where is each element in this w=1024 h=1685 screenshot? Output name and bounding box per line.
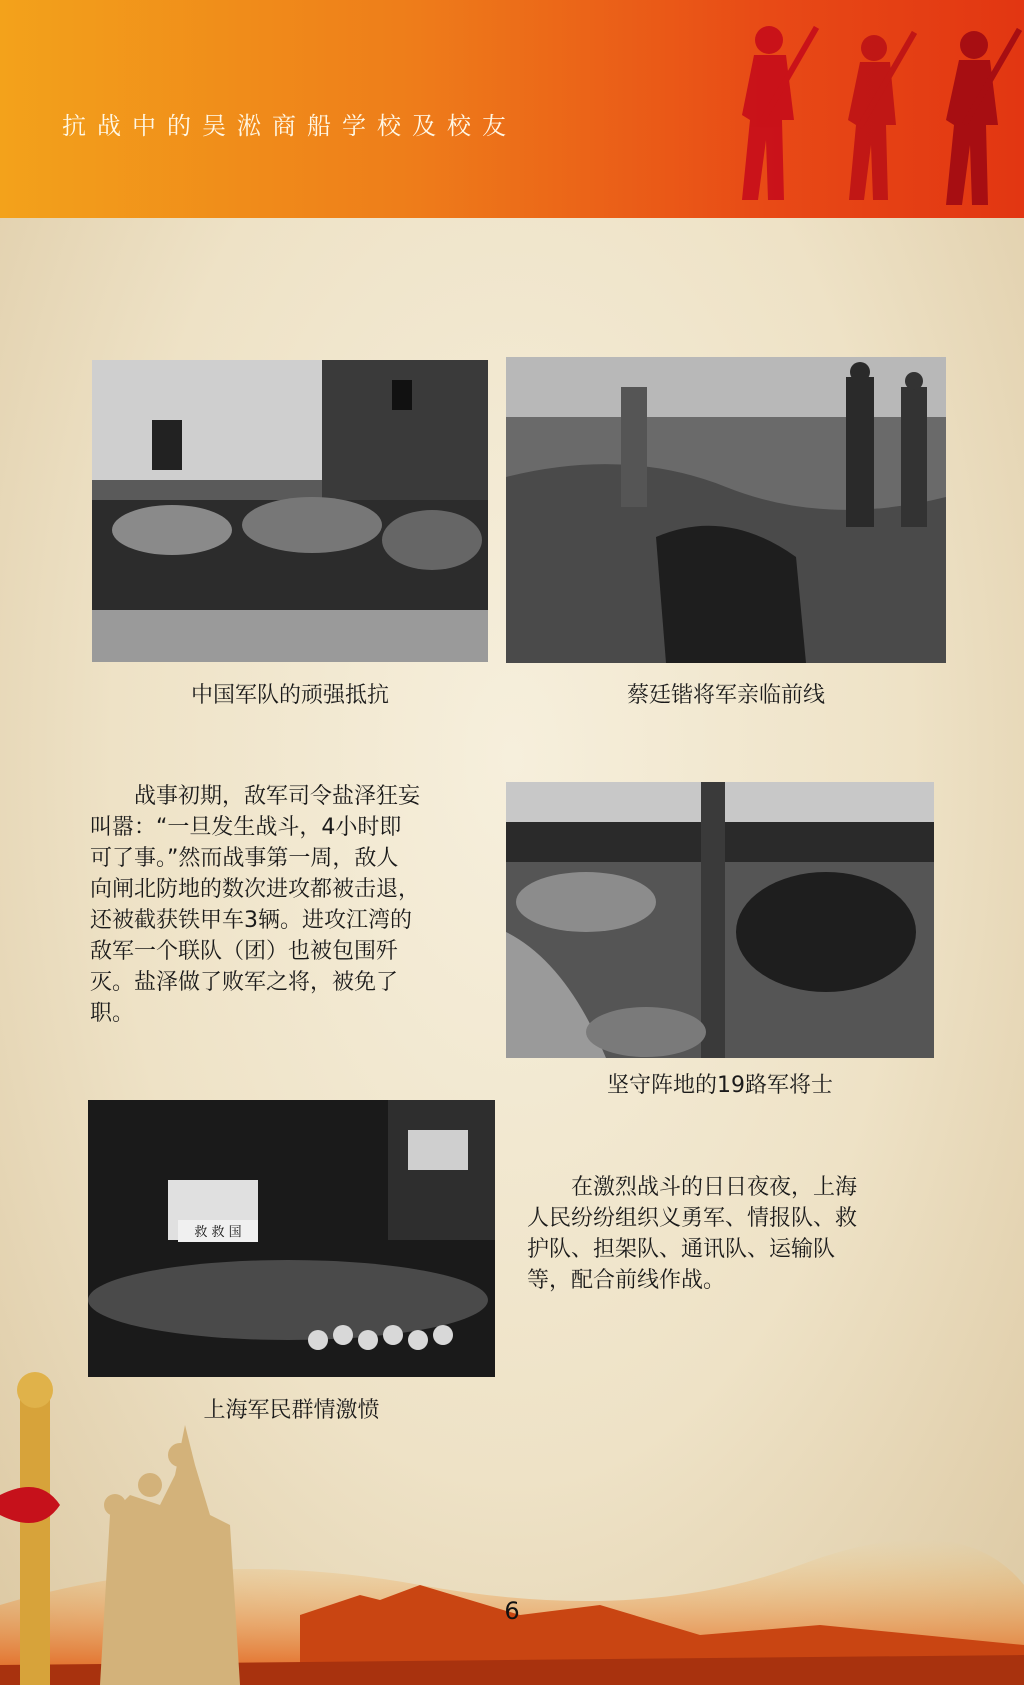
- paragraph-line: 职。: [90, 1001, 135, 1026]
- photo-shanghai-citizens-protest-image: [88, 1100, 495, 1377]
- photo-caption: 蔡廷锴将军亲临前线: [626, 683, 825, 708]
- photo-caption: 坚守阵地的19路军将士: [607, 1073, 833, 1098]
- photo-general-cai-frontline-image: [506, 357, 946, 663]
- paragraph-line: 等，配合前线作战。: [527, 1268, 726, 1293]
- paragraph-battle-early-stage: [90, 781, 480, 1029]
- paragraph-line: 向闸北防地的数次进攻都被击退，: [90, 877, 421, 902]
- page-number: 6: [504, 1597, 520, 1625]
- photo-general-cai-frontline: [506, 357, 946, 663]
- paragraph-line: 敌军一个联队（团）也被包围歼: [90, 939, 399, 964]
- paragraph-line: 叫嚣：“一旦发生战斗，4小时即: [90, 815, 402, 840]
- photo-shanghai-citizens-protest: [88, 1100, 495, 1377]
- photo-caption: 中国军队的顽强抵抗: [190, 683, 389, 708]
- photo-19th-route-army-image: [506, 782, 934, 1058]
- paragraph-line: 灭。盐泽做了败军之将，被免了: [90, 970, 399, 995]
- paragraph-line: 还被截获铁甲车3辆。进攻江湾的: [90, 908, 412, 933]
- great-wall-monument-decoration: [0, 1365, 1024, 1685]
- paragraph-line: 在激烈战斗的日日夜夜，上海: [571, 1175, 858, 1200]
- paragraph-shanghai-support: [527, 1172, 927, 1296]
- header-banner: [0, 0, 1024, 218]
- photo-chinese-army-resistance-image: [92, 360, 488, 662]
- photo-19th-route-army: [506, 782, 934, 1058]
- paragraph-line: 可了事。”然而战事第一周，敌人: [90, 846, 399, 871]
- paragraph-line: 战事初期，敌军司令盐泽狂妄: [134, 784, 421, 809]
- photo-caption: 上海军民群情激愤: [203, 1398, 380, 1423]
- photo-chinese-army-resistance: [92, 360, 488, 662]
- soldier-silhouettes-icon: [724, 0, 1024, 218]
- header-title: 抗战中的吴淞商船学校及校友: [62, 112, 517, 140]
- paragraph-line: 护队、担架队、通讯队、运输队: [527, 1237, 836, 1262]
- paragraph-line: 人民纷纷组织义勇军、情报队、救: [527, 1206, 858, 1231]
- protest-banner-text: 救 救 国: [194, 1225, 242, 1240]
